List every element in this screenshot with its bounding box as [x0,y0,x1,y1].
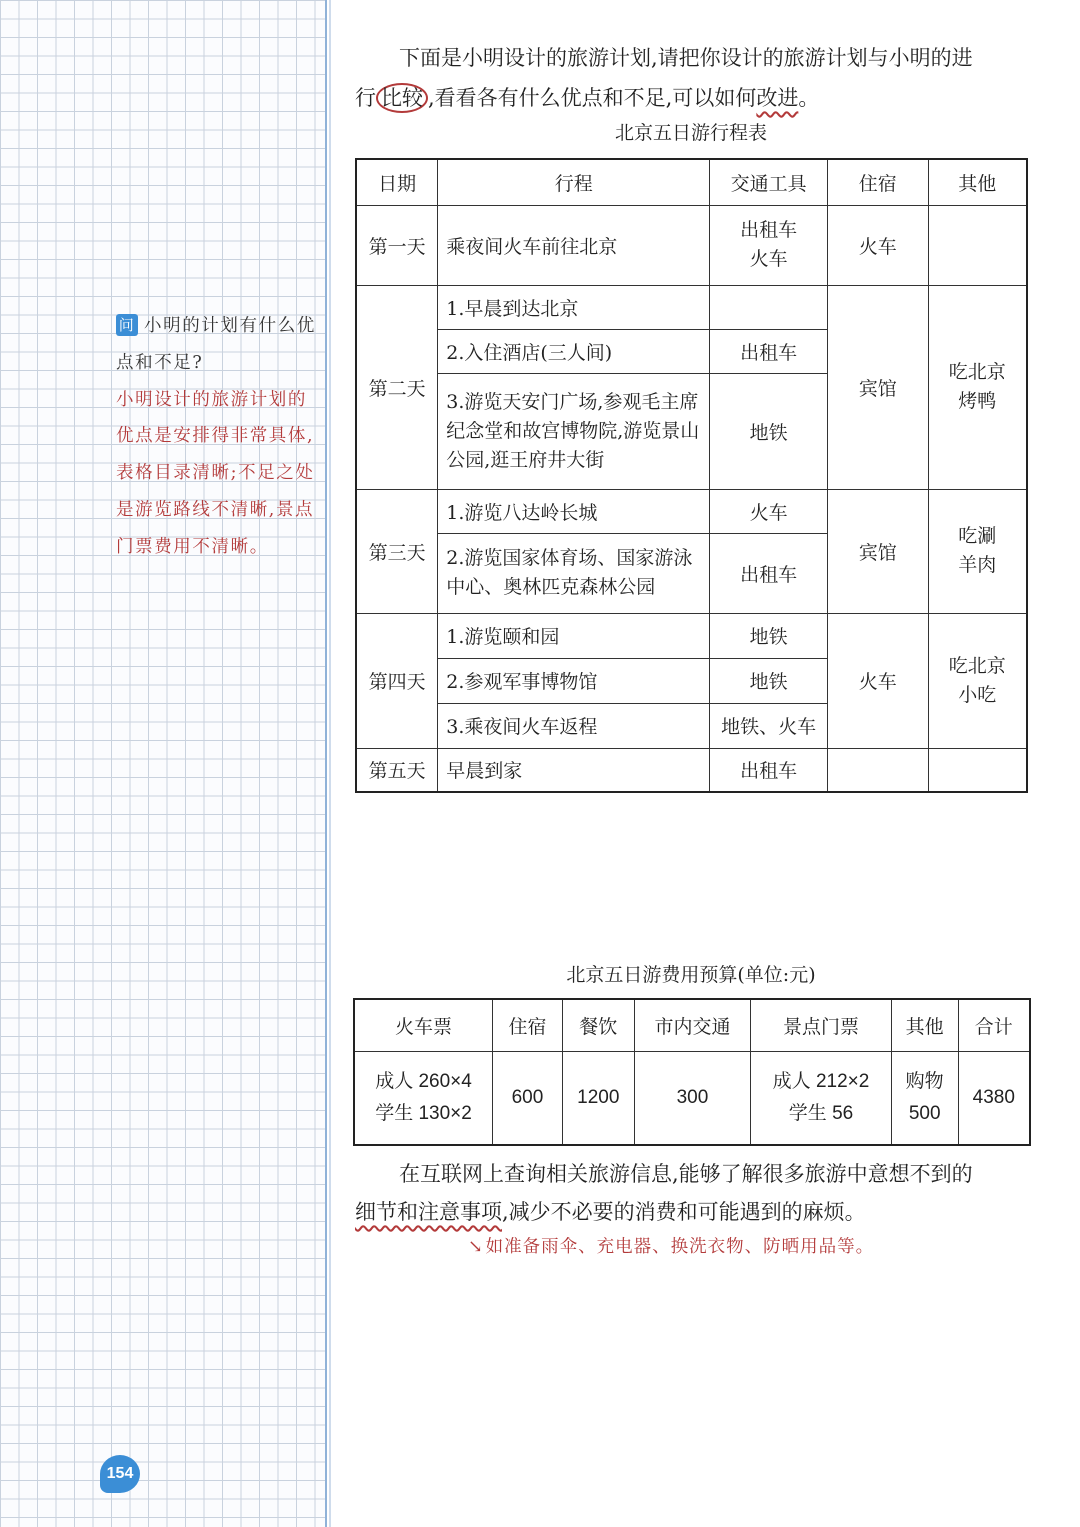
plan-cell: 1.早晨到达北京 [438,285,710,329]
other-cell [891,1051,958,1145]
lodging-cell: 火车 [827,613,928,748]
bottom-paragraph [355,1155,1035,1231]
itinerary-table [355,158,1028,793]
plan-cell: 早晨到家 [438,748,710,792]
page-number-badge: 154 [100,1455,140,1493]
transport-cell: 出租车 [710,533,828,613]
tickets-cell [751,1051,892,1145]
header-other: 其他 [891,999,958,1051]
header-other: 其他 [928,159,1027,205]
header-plan: 行程 [438,159,710,205]
lodging-cell: 宾馆 [827,285,928,489]
total-cell: 4380 [958,1051,1030,1145]
header-transport: 交通工具 [710,159,828,205]
header-train-ticket: 火车票 [354,999,493,1051]
wavy-underlined-phrase: 细节和注意事项 [355,1200,502,1224]
table-row [356,613,1027,658]
local-transport-cell: 300 [634,1051,751,1145]
transport-cell: 出租车 [710,748,828,792]
intro-line-2c: 。 [798,86,820,110]
table-row [356,205,1027,285]
intro-line-1: 下面是小明设计的旅游计划,请把你设计的旅游计划与小明的进 [399,46,973,70]
budget-value-row [354,1051,1030,1145]
plan-cell: 3.乘夜间火车返程 [438,703,710,748]
plan-cell: 2.游览国家体育场、国家游泳中心、奥林匹克森林公园 [438,533,710,613]
tickets-student: 学生 56 [788,1102,854,1124]
other-cell: 吃北京小吃 [928,613,1027,748]
intro-paragraph [355,38,1035,118]
side-note-answer: 小明设计的旅游计划的优点是安排得非常具体,表格目录清晰;不足之处是游览路线不清晰,景点门票费用不清晰。 [116,389,315,557]
train-ticket-adult: 成人 260×4 [375,1070,472,1092]
plan-cell: 1.游览八达岭长城 [438,489,710,533]
day-cell: 第一天 [356,205,438,285]
day-cell: 第三天 [356,489,438,613]
table-row [356,285,1027,329]
bottom-line-1: 在互联网上查询相关旅游信息,能够了解很多旅游中意想不到的 [399,1162,973,1186]
other-label: 购物 [905,1070,944,1092]
header-date: 日期 [356,159,438,205]
side-note [116,308,316,566]
tickets-adult: 成人 212×2 [772,1070,870,1092]
table-row [356,748,1027,792]
arrow-icon: ↘ [468,1237,484,1257]
budget-table [353,998,1031,1146]
day-cell: 第二天 [356,285,438,489]
train-ticket-cell [354,1051,493,1145]
train-ticket-student: 学生 130×2 [375,1102,472,1124]
transport-cell: 地铁、火车 [710,703,828,748]
circled-word: 比较 [376,83,428,113]
handwritten-note [468,1233,874,1258]
day-cell: 第四天 [356,613,438,748]
lodging-cell: 宾馆 [827,489,928,613]
lodging-cell [827,748,928,792]
other-cell: 吃涮羊肉 [928,489,1027,613]
question-icon: 问 [116,314,138,336]
plan-cell: 2.入住酒店(三人间) [438,329,710,373]
transport-cell: 火车 [710,489,828,533]
plan-cell: 2.参观军事博物馆 [438,658,710,703]
day-cell: 第五天 [356,748,438,792]
wavy-underlined-word: 改进 [756,86,799,110]
grid-margin [0,0,327,1527]
other-cell: 吃北京烤鸭 [928,285,1027,489]
transport-cell: 出租车 火车 [710,205,828,285]
header-lodging: 住宿 [493,999,563,1051]
lodging-cell: 火车 [827,205,928,285]
itinerary-caption: 北京五日游行程表 [614,122,767,144]
transport-cell [710,285,828,329]
lodging-cell: 600 [493,1051,563,1145]
plan-cell: 3.游览天安门广场,参观毛主席纪念堂和故宫博物院,游览景山公园,逛王府井大街 [438,373,710,489]
side-note-question: 小明的计划有什么优点和不足? [116,316,316,373]
transport-cell: 地铁 [710,373,828,489]
plan-cell: 1.游览颐和园 [438,613,710,658]
food-cell: 1200 [562,1051,634,1145]
handwritten-note-text: 如准备雨伞、充电器、换洗衣物、防晒用品等。 [485,1237,875,1257]
plan-cell: 乘夜间火车前往北京 [438,205,710,285]
bottom-line-2: ,减少不必要的消费和可能遇到的麻烦。 [502,1200,866,1224]
itinerary-header-row [356,159,1027,205]
transport-cell: 地铁 [710,658,828,703]
other-cell [928,748,1027,792]
header-local-transport: 市内交通 [634,999,751,1051]
other-cell [928,205,1027,285]
intro-line-2a: 行 [355,86,376,110]
budget-caption: 北京五日游费用预算(单位:元) [566,964,816,986]
header-total: 合计 [958,999,1030,1051]
transport-cell: 地铁 [710,613,828,658]
budget-header-row [354,999,1030,1051]
header-tickets: 景点门票 [751,999,892,1051]
other-value: 500 [908,1102,941,1124]
header-lodging: 住宿 [827,159,928,205]
table-row [356,489,1027,533]
intro-line-2b: ,看看各有什么优点和不足,可以如何 [428,86,757,110]
header-food: 餐饮 [562,999,634,1051]
transport-cell: 出租车 [710,329,828,373]
